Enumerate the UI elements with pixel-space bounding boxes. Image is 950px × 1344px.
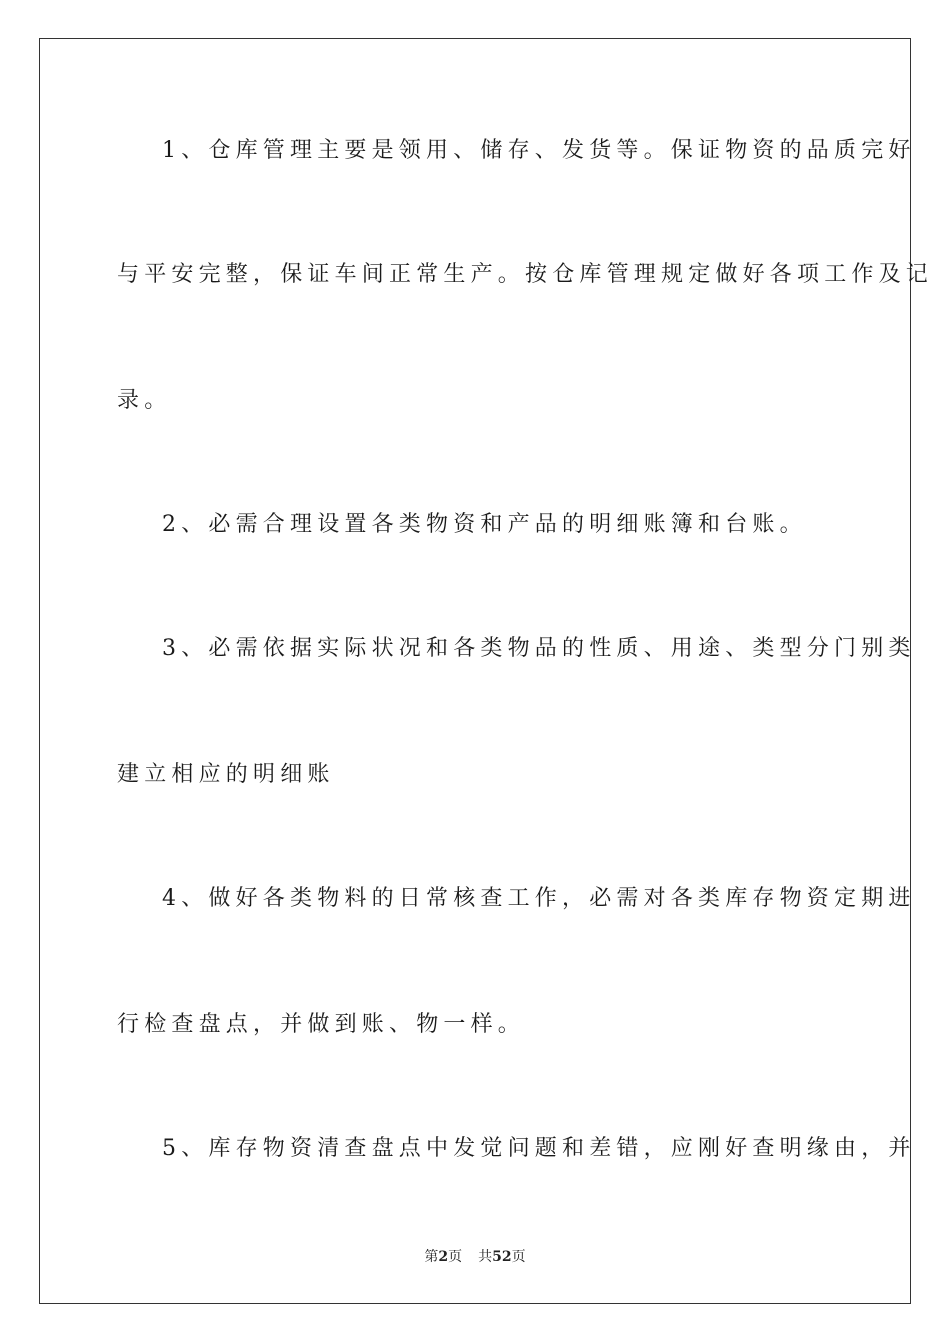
paragraph-3-line-1: 3、必需依据实际状况和各类物品的性质、用途、类型分门别类 [162, 636, 916, 661]
paragraph-4-line-1: 4、做好各类物料的日常核查工作，必需对各类库存物资定期进 [162, 886, 916, 911]
total-prefix: 共 [478, 1249, 493, 1265]
paragraph-2-line-1: 2、必需合理设置各类物资和产品的明细账簿和台账。 [162, 512, 807, 537]
paragraph-3-line-2: 建立相应的明细账 [117, 762, 335, 787]
page-suffix: 页 [448, 1249, 463, 1265]
paragraph-1-line-3: 录。 [117, 388, 172, 413]
paragraph-4-line-2: 行检查盘点，并做到账、物一样。 [117, 1012, 526, 1037]
paragraph-1-line-1: 1、仓库管理主要是领用、储存、发货等。保证物资的品质完好 [162, 138, 916, 163]
paragraph-5-line-1: 5、库存物资清查盘点中发觉问题和差错，应刚好查明缘由，并 [162, 1136, 916, 1161]
page-footer [0, 1248, 950, 1266]
paragraph-1-line-2: 与平安完整，保证车间正常生产。按仓库管理规定做好各项工作及记 [117, 262, 934, 287]
current-page-number: 2 [438, 1249, 449, 1265]
total-suffix: 页 [511, 1249, 526, 1265]
total-pages-number: 52 [492, 1249, 512, 1265]
page-border [39, 38, 934, 1304]
page-prefix: 第 [424, 1249, 439, 1265]
